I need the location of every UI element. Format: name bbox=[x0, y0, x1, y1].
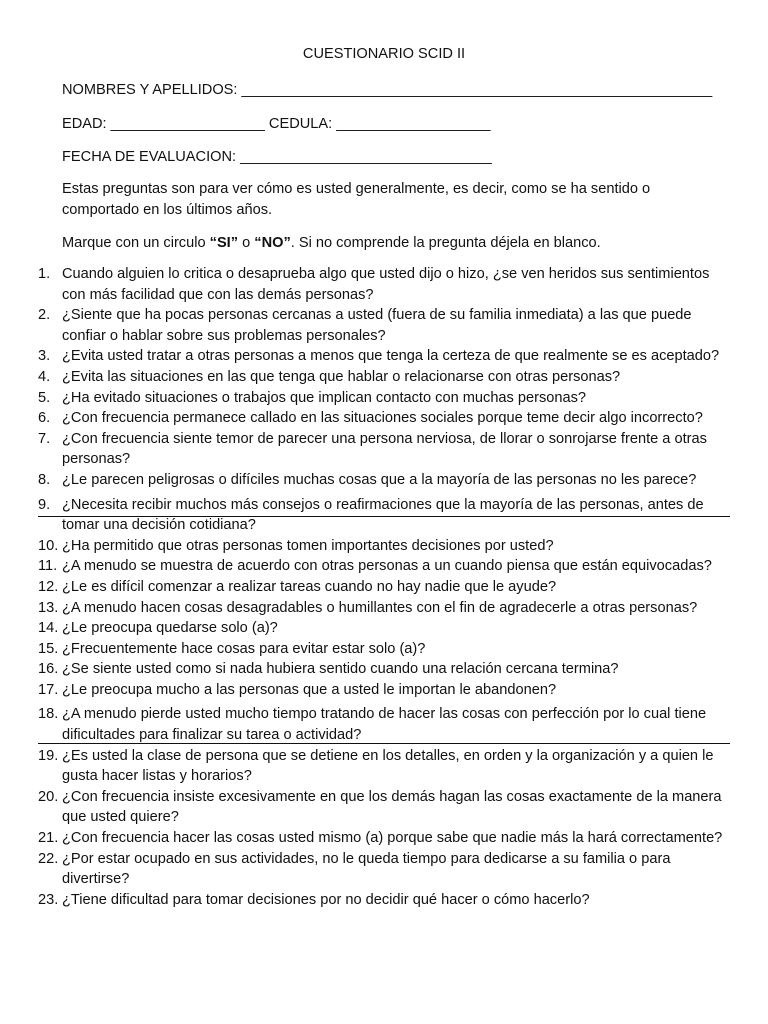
question-number: 5. bbox=[38, 389, 51, 406]
question-text: ¿Frecuentemente hace cosas para evitar estar solo (a)? bbox=[62, 640, 426, 657]
question-text: ¿Tiene dificultad para tomar decisiones por no decidir qué hacer o cómo hacerlo? bbox=[62, 891, 590, 908]
question-item bbox=[0, 408, 768, 429]
question-number: 10. bbox=[38, 537, 59, 554]
page-title: CUESTIONARIO SCID II bbox=[302, 46, 466, 62]
question-text: ¿Siente que ha pocas personas cercanas a usted (fuera de su familia inmediata) a las que puede confiar o hablar sobre sus problemas personales? bbox=[62, 307, 692, 344]
question-item bbox=[0, 429, 768, 470]
question-number: 21. bbox=[38, 830, 59, 847]
question-text: ¿A menudo se muestra de acuerdo con otras personas a un cuando piensa que están equivocadas? bbox=[62, 558, 712, 575]
instruction-suffix: . Si no comprende la pregunta déjela en blanco. bbox=[290, 235, 601, 251]
question-number: 4. bbox=[38, 368, 51, 385]
question-text: ¿Con frecuencia permanece callado en las situaciones sociales porque teme decir algo incorrecto? bbox=[62, 410, 703, 427]
question-item bbox=[0, 704, 768, 745]
question-item bbox=[0, 367, 768, 388]
question-item bbox=[0, 470, 768, 491]
question-item bbox=[0, 639, 768, 660]
question-number: 7. bbox=[38, 430, 51, 447]
question-item bbox=[0, 828, 768, 849]
question-text: ¿Se siente usted como si nada hubiera sentido cuando una relación cercana termina? bbox=[62, 661, 619, 678]
question-text: ¿A menudo hacen cosas desagradables o humillantes con el fin de agradecerle a otras personas? bbox=[62, 599, 698, 616]
edad-cedula-field: EDAD: ___________________ CEDULA: ___________________ bbox=[62, 116, 491, 132]
question-number: 20. bbox=[38, 788, 59, 805]
question-number: 12. bbox=[38, 578, 59, 595]
question-item bbox=[0, 388, 768, 409]
question-number: 14. bbox=[38, 620, 59, 637]
question-number: 23. bbox=[38, 891, 59, 908]
question-item bbox=[0, 618, 768, 639]
instruction-si: “SI” bbox=[209, 235, 239, 251]
question-number: 15. bbox=[38, 640, 59, 657]
question-text: ¿Evita las situaciones en las que tenga que hablar o relacionarse con otras personas? bbox=[62, 368, 621, 385]
question-item bbox=[0, 890, 768, 911]
instruction-paragraph bbox=[62, 233, 712, 254]
question-text: Cuando alguien lo critica o desaprueba algo que usted dijo o hizo, ¿se ven heridos sus sentimientos con más facilidad que con las demás personas? bbox=[62, 266, 710, 303]
nombres-field: NOMBRES Y APELLIDOS: __________________________________________________________ bbox=[62, 82, 713, 98]
question-text: ¿Le parecen peligrosas o difíciles muchas cosas que a la mayoría de las personas no les parece? bbox=[62, 471, 697, 488]
question-item bbox=[0, 305, 768, 346]
section-divider-2 bbox=[38, 743, 730, 744]
question-item bbox=[0, 556, 768, 577]
question-number: 16. bbox=[38, 661, 59, 678]
question-text: ¿Ha evitado situaciones o trabajos que implican contacto con muchas personas? bbox=[62, 389, 587, 406]
intro-paragraph: Estas preguntas son para ver cómo es usted generalmente, es decir, como se ha sentido o comportado en los últimos años. bbox=[62, 181, 651, 218]
instruction-no: “NO” bbox=[254, 235, 291, 251]
question-number: 11. bbox=[38, 558, 58, 575]
question-text: ¿A menudo pierde usted mucho tiempo tratando de hacer las cosas con perfección por lo cual tiene dificultades para finalizar su tarea o actividad? bbox=[62, 706, 707, 744]
question-text: ¿Con frecuencia hacer las cosas usted mismo (a) porque sabe que nadie más la hará correctamente? bbox=[62, 830, 723, 847]
question-number: 19. bbox=[38, 747, 59, 764]
question-item bbox=[0, 746, 768, 787]
question-number: 2. bbox=[38, 307, 51, 324]
question-number: 22. bbox=[38, 850, 59, 867]
instruction-prefix: Marque con un circulo bbox=[62, 235, 210, 251]
question-item bbox=[0, 849, 768, 890]
question-item bbox=[0, 787, 768, 828]
question-text: ¿Es usted la clase de persona que se detiene en los detalles, en orden y la organización y a quien le gusta hacer listas y horarios? bbox=[62, 747, 714, 785]
question-text: ¿Le es difícil comenzar a realizar tareas cuando no hay nadie que le ayude? bbox=[62, 578, 557, 595]
question-text: ¿Por estar ocupado en sus actividades, no le queda tiempo para dedicarse a su familia o para divertirse? bbox=[62, 850, 671, 888]
question-number: 9. bbox=[38, 496, 51, 513]
question-number: 13. bbox=[38, 599, 59, 616]
question-number: 8. bbox=[38, 471, 51, 488]
question-item bbox=[0, 577, 768, 598]
question-item bbox=[0, 659, 768, 680]
question-number: 1. bbox=[38, 266, 51, 282]
question-number: 18. bbox=[38, 706, 59, 723]
question-number: 6. bbox=[38, 410, 51, 427]
question-text: ¿Evita usted tratar a otras personas a menos que tenga la certeza de que realmente se es aceptado? bbox=[62, 348, 720, 365]
instruction-middle: o bbox=[238, 235, 255, 251]
question-item bbox=[0, 680, 768, 701]
question-text: ¿Necesita recibir muchos más consejos o reafirmaciones que la mayoría de las personas, antes de tomar una decisión cotidiana? bbox=[62, 496, 704, 534]
question-item bbox=[0, 598, 768, 619]
question-text: ¿Ha permitido que otras personas tomen importantes decisiones por usted? bbox=[62, 537, 554, 554]
question-text: ¿Con frecuencia siente temor de parecer una persona nerviosa, de llorar o sonrojarse frente a otras personas? bbox=[62, 430, 707, 468]
question-item bbox=[0, 346, 768, 367]
question-text: ¿Le preocupa quedarse solo (a)? bbox=[62, 620, 278, 637]
question-text: ¿Con frecuencia insiste excesivamente en que los demás hagan las cosas exactamente de la manera que usted quiere? bbox=[62, 788, 722, 826]
section-divider-1 bbox=[38, 516, 730, 517]
questions-list bbox=[0, 264, 768, 910]
fecha-field: FECHA DE EVALUACION: _______________________________ bbox=[62, 149, 492, 165]
question-text: ¿Le preocupa mucho a las personas que a usted le importan le abandonen? bbox=[62, 681, 557, 698]
question-item bbox=[0, 264, 768, 305]
question-number: 17. bbox=[38, 681, 59, 698]
question-number: 3. bbox=[38, 348, 51, 365]
question-item bbox=[0, 536, 768, 557]
